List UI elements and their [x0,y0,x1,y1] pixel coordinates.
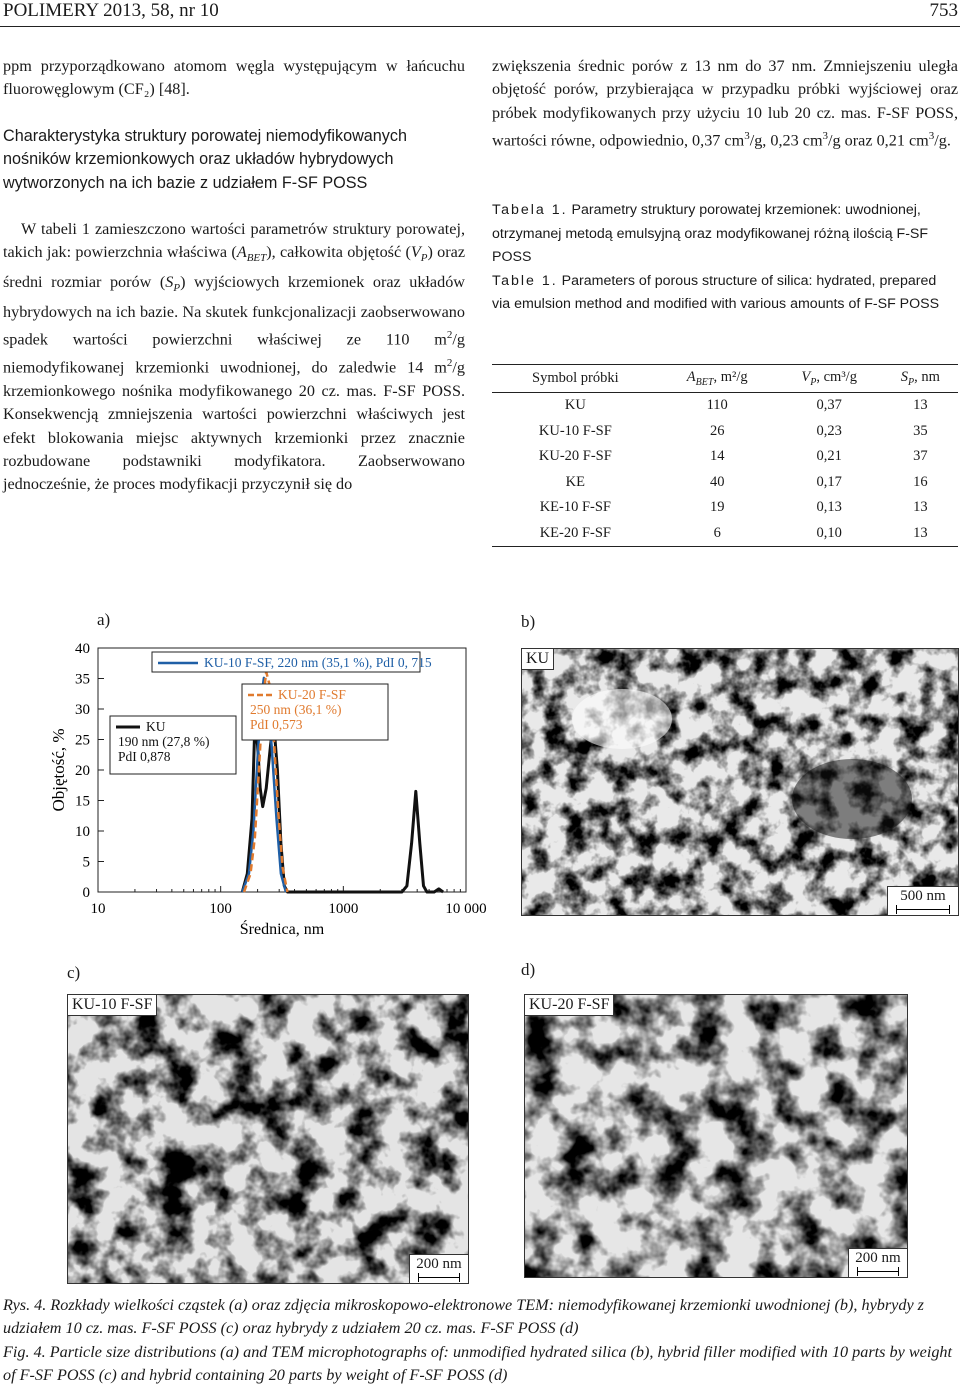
tem-b-label: KU [522,649,554,670]
col-vp: $V_P$, cm³/g [801,369,857,388]
y-tick-label: 5 [82,854,90,871]
legend-text: PdI 0,573 [250,717,303,732]
page-number: 753 [929,0,958,21]
table-row: KU-20 F-SF 14 0,21 37 [538,448,928,465]
tem-texture [522,649,958,915]
y-tick-label: 25 [75,732,90,749]
tem-c-label: KU-10 F-SF [68,995,157,1016]
x-tick-label: 100 [209,901,232,917]
x-tick-label: 10 000 [445,901,487,917]
journal-title: POLIMERY 2013, 58, nr 10 [3,0,219,21]
tem-d-scalebar: 200 nm [848,1248,907,1277]
y-tick-label: 20 [75,763,90,779]
paragraph-main: W tabeli 1 zamieszczono wartości parametrów struktury porowatej, takich jak: powierzchnia właściwa $(A_{BET})$, całkowita objętość $(V_P)$ oraz średni rozmiar porów $(S_P)$ wyjściowych krzemionek oraz układów hybrydowych na ich bazie. Na skutek funkcjonalizacji zaobserwowano spadek wartości powierzchni właściwej ze 110 $m^2/g$ niemodyfikowanej krzemionki uwodnionej, do zaledwie 14 $m^2/g$ krzemionkowego nośnika modyfikowanego 20 cz. mas. F-SF POSS. Konsekwencją zmniejszenia wartości powierzchni właściwych jest efekt blokowania miejsc aktywnych krzemionki przez znacznie rozbudowane podstawniki modyfikatora. Zaobserwowano jednocześnie, że proces modyfikacji przyczynił się do [3,220,466,494]
page-header [0,0,960,27]
section-heading: Charakterystyka struktury porowatej niemodyfikowanych nośników krzemionkowych oraz układów hybrydowych wytworzonych na ich bazie z udziałem F-SF POSS [3,126,407,192]
tem-texture [525,995,907,1277]
tem-c-scalebar: 200 nm [409,1254,468,1283]
tem-texture [68,995,468,1283]
legend-text: PdI 0,878 [118,749,171,764]
legend-text: KU [146,719,166,734]
col-symbol: Symbol próbki [532,370,619,386]
paragraph-intro: ppm przyporządkowano atomom węgla występującym w łańcuchu fluorowęglowym (CF₂) [48]. [3,57,465,99]
y-tick-label: 35 [75,671,90,688]
panel-letter-b: b) [521,612,536,631]
right-column [492,55,958,317]
porous-structure-table [492,364,958,547]
tem-image-d [524,994,908,1278]
paragraph-continued: zwiększenia średnic porów z 13 nm do 37 nm. Zmniejszeniu uległa objętość porów, przybierająca w przypadku próbki wyjściowej oraz próbek modyfikowanych przy użyciu 10 lub 20 cz. mas. F-SF POSS, wartości równe, odpowiednio, 0,37 $cm^3/g$, 0,23 $cm^3/g$ oraz 0,21 $cm^3/g$. [492,57,958,150]
caption-polish: Rys. 4. Rozkłady wielkości cząstek (a) oraz zdjęcia mikroskopowo-elektronowe TEM: niemodyfikowanej krzemionki uwodnionej (b), hybrydy z udziałem 10 cz. mas. F-SF POSS (c) oraz hybrydy z udziałem 20 cz. mas. F-SF POSS (d) [3,1296,924,1338]
x-axis-label: Średnica, nm [239,921,325,938]
col-abet: $A_{BET}$, m²/g [686,369,748,388]
y-tick-label: 30 [75,702,90,718]
table-row: KE-20 F-SF 6 0,10 13 [492,521,958,547]
y-tick-label: 15 [75,793,90,810]
tem-image-b [521,648,959,916]
table-row: KU-10 F-SF 26 0,23 35 [538,422,928,439]
tem-image-c [67,994,469,1284]
legend-text: 190 nm (27,8 %) [118,734,210,749]
figure-caption [3,1294,959,1388]
table-row: KU 110 0,37 13 [564,397,928,414]
legend-ku-10-f-sf [152,652,432,672]
y-axis-label: Objętość, % [49,728,68,812]
y-tick-label: 10 [75,824,90,840]
caption-english: Fig. 4. Particle size distributions (a) and TEM microphotographs of: unmodified hydrated silica (b), hybrid filler modified with 10 parts by weight of F-SF POSS (c) and hybrid containing 20 parts by weight of F-SF POSS (d) [3,1342,953,1385]
particle-size-chart [30,640,487,950]
table-row: KE-10 F-SF 19 0,13 13 [539,499,928,516]
legend-text: KU-20 F-SF [278,687,346,702]
panel-letter-c: c) [67,963,81,982]
col-sp: $S_P$, nm [900,369,940,388]
left-column [3,55,465,497]
legend-text: 250 nm (36,1 %) [250,702,342,717]
y-tick-label: 0 [82,885,90,901]
table-caption: Tabela 1. Parametry struktury porowatej krzemionek: uwodnionej, otrzymanej metodą emulsyjną oraz modyfikowanej różną ilością F-SF POSS Table 1. Parameters of porous structure of silica: hydrated, prepared via emulsion method and modified with various amounts of F-SF POSS [492,202,940,313]
x-tick-label: 10 [90,901,106,917]
tem-b-scalebar: 500 nm [887,886,958,915]
y-tick-label: 40 [75,641,90,657]
legend-ku-20-f-sf [242,684,388,740]
panel-letter-d: d) [521,960,536,979]
legend-ku [110,716,236,774]
x-tick-label: 1000 [328,901,359,917]
panel-letter-a: a) [97,610,111,629]
table-row: KE 40 0,17 16 [565,473,928,490]
tem-d-label: KU-20 F-SF [525,995,614,1016]
legend-text: KU-10 F-SF, 220 nm (35,1 %), PdI 0, 715 [204,655,432,670]
